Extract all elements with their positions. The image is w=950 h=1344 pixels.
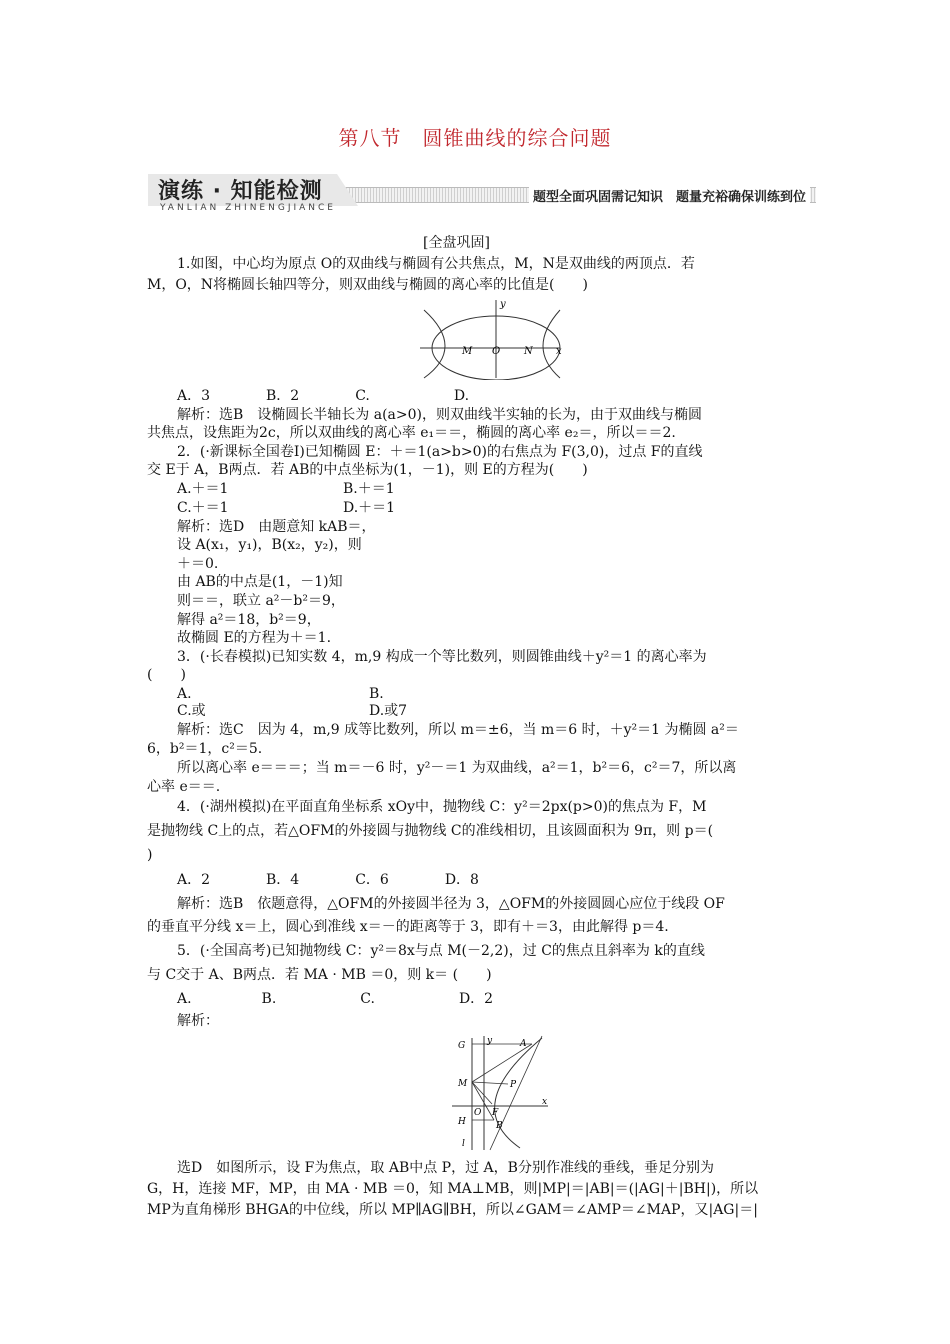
- text-line: ＋＝0.: [177, 556, 219, 572]
- focal-chord-line: [490, 1036, 542, 1150]
- figure-label: O: [474, 1108, 482, 1118]
- text-line: 解得 a²＝18，b²＝9，: [177, 612, 321, 628]
- text-line: 选D 如图所示，设 F为焦点，取 AB中点 P，过 A，B分别作准线的垂线，垂足分别为: [177, 1160, 714, 1176]
- figure-label: B: [496, 1121, 503, 1131]
- figure-label: l: [462, 1139, 465, 1149]
- text-line: A. B. C. D．2: [177, 991, 494, 1007]
- text-line: A.＋＝1: [177, 481, 229, 497]
- text-line: 与 C交于 A、B两点．若 MA · MB ＝0，则 k＝ ( ): [147, 967, 492, 983]
- text-line: 6，b²＝1，c²＝5.: [147, 741, 263, 757]
- text-line: 4．(·湖州模拟)在平面直角坐标系 xOy中，抛物线 C：y²＝2px(p>0)的焦点为 F，M: [177, 799, 707, 815]
- figure-label: P: [510, 1080, 517, 1090]
- text-line: 解析：选D 由题意知 kAB＝，: [177, 519, 376, 535]
- text-line: 是抛物线 C上的点，若△OFM的外接圆与抛物线 C的准线相切，且该圆面积为 9π，则 p＝(: [147, 823, 714, 839]
- figure-label: O: [492, 346, 501, 357]
- text-line: B.＋＝1: [343, 481, 395, 497]
- text-line: C.或: [177, 703, 206, 719]
- text-line: 的垂直平分线 x＝上，圆心到准线 x＝－的距离等于 3，即有＋＝3，由此解得 p＝4.: [147, 919, 669, 935]
- text-line: ): [147, 847, 153, 863]
- text-line: 3．(·长春模拟)已知实数 4，m,9 构成一个等比数列，则圆锥曲线＋y²＝1 的离心率为: [177, 649, 707, 665]
- banner-slogan: 题型全面巩固需记知识 题量充裕确保训练到位: [529, 186, 810, 205]
- parabola-curve: [495, 1038, 542, 1148]
- text-line: A.: [177, 686, 192, 702]
- text-line: A．2 B．4 C．6 D．8: [177, 872, 479, 888]
- text-line: G，H，连接 MF，MP，由 MA · MB ＝0，知 MA⊥MB，则|MP|＝|AB|＝(|AG|＋|BH|)，所以: [147, 1181, 759, 1197]
- text-line: D.＋＝1: [343, 500, 396, 516]
- text-line: 由 AB的中点是(1，－1)知: [177, 574, 343, 590]
- text-line: ( ): [147, 667, 186, 683]
- text-line: 2．(·新课标全国卷Ⅰ)已知椭圆 E：＋＝1(a>b>0)的右焦点为 F(3,0)，过点 F的直线: [177, 444, 703, 460]
- text-line: 解析：选C 因为 4，m,9 成等比数列，所以 m＝±6，当 m＝6 时，＋y²＝1 为椭圆 a²＝: [177, 722, 739, 738]
- text-line: B.: [369, 686, 384, 702]
- text-line: 解析：选B 设椭圆长半轴长为 a(a>0)，则双曲线半实轴的长为，由于双曲线与椭圆: [177, 407, 702, 423]
- banner-pinyin: YANLIAN ZHINENGJIANCE: [160, 203, 336, 213]
- section-heading: [全盘巩固]: [423, 235, 490, 251]
- figure-label: N: [524, 346, 533, 357]
- figure-label: G: [458, 1041, 466, 1051]
- text-line: 交 E于 A，B两点．若 AB的中点坐标为(1，－1)，则 E的方程为( ): [147, 462, 588, 478]
- figure-label: A: [520, 1039, 527, 1049]
- text-line: M，O，N将椭圆长轴四等分，则双曲线与椭圆的离心率的比值是( ): [147, 277, 588, 293]
- text-line: 心率 e＝＝.: [147, 779, 221, 795]
- text-line: 解析：选B 依题意得，△OFM的外接圆半径为 3，△OFM的外接圆圆心应位于线段 OF: [177, 896, 725, 912]
- text-line: 1.如图，中心均为原点 O的双曲线与椭圆有公共焦点，M，N是双曲线的两顶点．若: [177, 256, 695, 272]
- banner-title: 演练 · 知能检测: [158, 179, 323, 204]
- figure-label: M: [458, 1079, 468, 1089]
- text-line: A．3 B．2 C. D.: [177, 388, 470, 404]
- text-line: MP为直角梯形 BHGA的中位线，所以 MP∥AG∥BH，所以∠GAM＝∠AMP＝∠MAP，又|AG|＝|: [147, 1202, 758, 1218]
- ellipse-hyperbola-figure: [418, 298, 566, 380]
- figure-label: F: [492, 1108, 499, 1118]
- figure-label: H: [458, 1117, 466, 1127]
- segment-mf: [472, 1082, 492, 1104]
- text-line: 则＝＝，联立 a²－b²＝9，: [177, 593, 345, 609]
- section-banner: [148, 174, 816, 212]
- figure-label: x: [556, 346, 562, 357]
- hyperbola-left-branch: [424, 310, 445, 378]
- text-line: C.＋＝1: [177, 500, 229, 516]
- text-line: 故椭圆 E的方程为＋＝1.: [177, 630, 332, 646]
- text-line: 所以离心率 e＝＝＝；当 m＝－6 时，y²－＝1 为双曲线，a²＝1，b²＝6，c²＝7，所以离: [177, 760, 737, 776]
- page-title: 第八节 圆锥曲线的综合问题: [338, 126, 612, 150]
- text-line: 设 A(x₁，y₁)，B(x₂，y₂)，则: [177, 537, 362, 553]
- parabola-figure: [450, 1034, 550, 1152]
- figure-label: y: [487, 1036, 493, 1046]
- figure-label: x: [542, 1097, 548, 1107]
- figure-label: M: [462, 346, 473, 357]
- figure-label: y: [500, 299, 506, 310]
- text-line: 共焦点，设焦距为2c，所以双曲线的离心率 e₁＝＝，椭圆的离心率 e₂＝，所以＝＝2.: [147, 425, 676, 441]
- text-line: 5．(·全国高考)已知抛物线 C：y²＝8x与点 M(－2,2)，过 C的焦点且斜率为 k的直线: [177, 943, 705, 959]
- text-line: D.或7: [369, 703, 408, 719]
- text-line: 解析：: [177, 1013, 219, 1029]
- segment-ma: [472, 1044, 532, 1082]
